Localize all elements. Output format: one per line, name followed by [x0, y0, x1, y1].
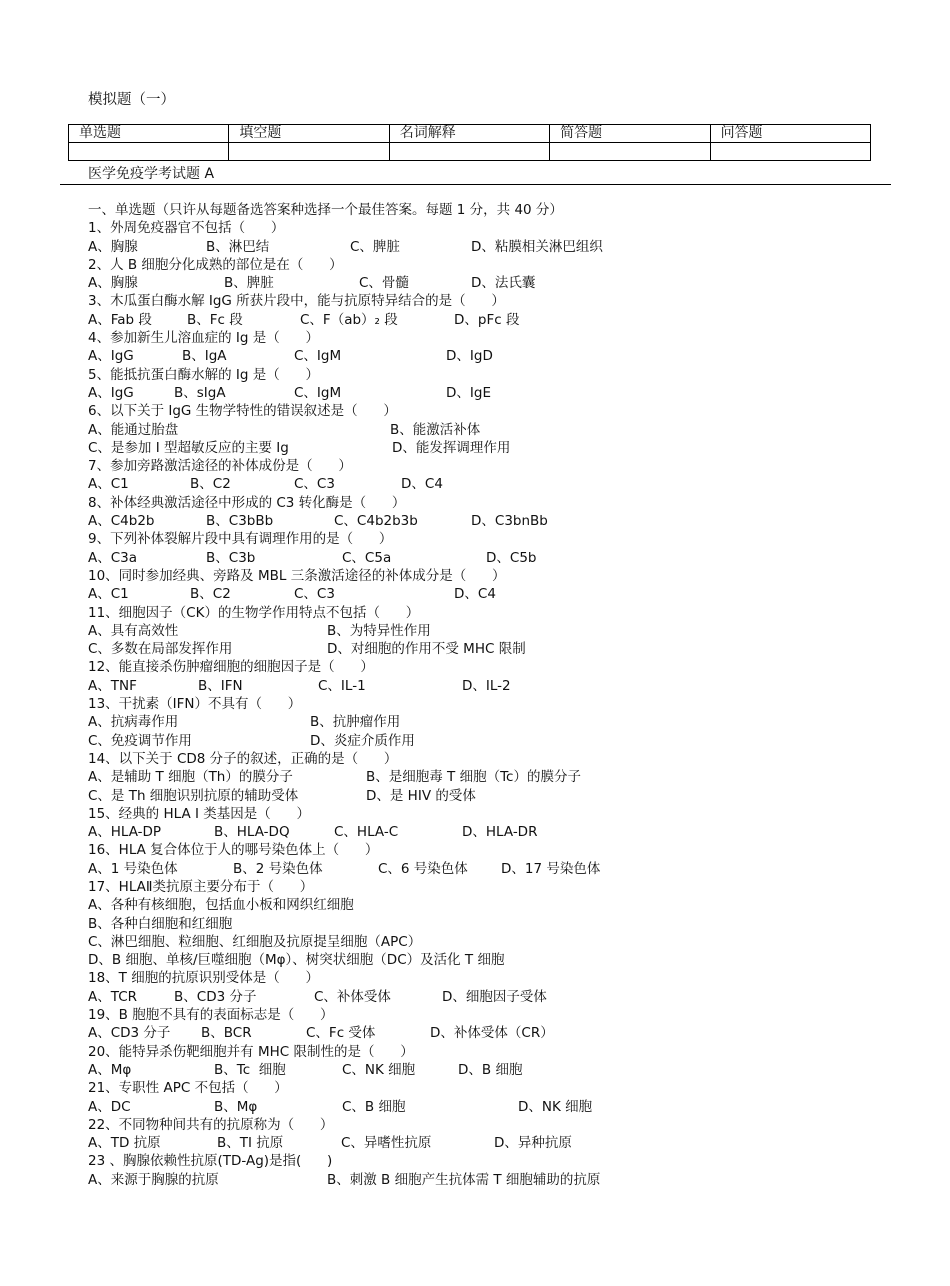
question-line [88, 1134, 888, 1152]
score-header-cell: 名词解释 [389, 125, 549, 143]
question-text: B、Tc 细胞 [214, 1061, 286, 1078]
question-line [88, 750, 888, 768]
question-text: C、NK 细胞 [342, 1061, 416, 1078]
question-text: A、能通过胎盘 [88, 421, 179, 438]
question-line [88, 988, 888, 1006]
question-text: C、异嗜性抗原 [341, 1135, 432, 1152]
question-text: B、Mφ [214, 1098, 258, 1115]
question-text: A、胸腺 [88, 275, 138, 292]
question-line [88, 640, 888, 658]
question-line [88, 512, 888, 530]
question-text: A、胸腺 [88, 238, 138, 255]
question-line [88, 1152, 888, 1170]
question-text: C、F（ab）₂ 段 [300, 311, 398, 328]
question-text: B、HLA-DQ [214, 824, 290, 841]
question-text: 15、经典的 HLA I 类基因是（ ） [88, 805, 310, 822]
question-text: 2、人 B 细胞分化成熟的部位是在（ ） [88, 256, 343, 273]
question-line [88, 311, 888, 329]
score-header-cell: 问答题 [710, 125, 870, 143]
question-text: 19、B 胞胞不具有的表面标志是（ ） [88, 1007, 334, 1024]
question-line [88, 658, 888, 676]
question-line [88, 585, 888, 603]
question-text: D、对细胞的作用不受 MHC 限制 [327, 641, 526, 658]
question-line [88, 805, 888, 823]
question-line [88, 421, 888, 439]
question-line [88, 1116, 888, 1134]
question-line [88, 951, 888, 969]
question-line [88, 1006, 888, 1024]
score-table [68, 124, 871, 161]
question-line [88, 896, 888, 914]
question-line [88, 915, 888, 933]
question-text: C、IL-1 [318, 677, 366, 694]
question-text: 20、能特异杀伤靶细胞并有 MHC 限制性的是（ ） [88, 1043, 414, 1060]
question-text: D、C4 [454, 586, 496, 603]
question-text: D、粘膜相关淋巴组织 [471, 238, 603, 255]
question-text: 16、HLA 复合体位于人的哪号染色体上（ ） [88, 842, 379, 859]
question-text: D、异种抗原 [494, 1135, 572, 1152]
question-text: B、能激活补体 [390, 421, 481, 438]
question-text: A、C1 [88, 476, 129, 493]
question-text: 10、同时参加经典、旁路及 MBL 三条激活途径的补体成分是（ ） [88, 567, 506, 584]
question-text: C、Fc 受体 [306, 1025, 376, 1042]
question-line [88, 677, 888, 695]
question-text: B、刺激 B 细胞产生抗体需 T 细胞辅助的抗原 [327, 1171, 601, 1188]
exam-content [88, 201, 888, 1189]
question-text: A、1 号染色体 [88, 860, 178, 877]
question-line [88, 695, 888, 713]
question-line [88, 933, 888, 951]
question-line [88, 530, 888, 548]
question-line [88, 494, 888, 512]
question-text: 7、参加旁路激活途径的补体成份是（ ） [88, 458, 352, 475]
question-text: B、C3bBb [206, 513, 274, 530]
question-line [88, 439, 888, 457]
question-text: 14、以下关于 CD8 分子的叙述，正确的是（ ） [88, 750, 398, 767]
question-text: D、HLA-DR [462, 824, 538, 841]
question-text: C、免疫调节作用 [88, 732, 192, 749]
question-text: B、是细胞毒 T 细胞（Tc）的膜分子 [366, 769, 581, 786]
question-text: A、CD3 分子 [88, 1025, 171, 1042]
question-text: D、C4 [401, 476, 443, 493]
question-text: D、C3bnBb [471, 513, 548, 530]
question-line [88, 329, 888, 347]
question-text: B、BCR [201, 1025, 252, 1042]
question-text: B、C2 [190, 476, 231, 493]
score-value-cell [69, 143, 229, 161]
question-line [88, 969, 888, 987]
question-line [88, 1024, 888, 1042]
page-title: 模拟题（一） [88, 92, 175, 108]
question-text: B、为特异性作用 [327, 622, 431, 639]
question-line [88, 366, 888, 384]
question-line [88, 713, 888, 731]
question-line [88, 219, 888, 237]
question-text: 11、细胞因子（CK）的生物学作用特点不包括（ ） [88, 604, 420, 621]
question-text: A、TD 抗原 [88, 1135, 161, 1152]
question-line [88, 1061, 888, 1079]
question-text: A、TNF [88, 677, 137, 694]
exam-subtitle: 医学免疫学考试题 A [88, 166, 215, 182]
question-text: D、IgE [446, 384, 491, 401]
question-text: D、炎症介质作用 [310, 732, 415, 749]
question-text: B、sIgA [174, 384, 226, 401]
question-text: B、各种白细胞和红细胞 [88, 915, 233, 932]
question-text: A、C4b2b [88, 513, 155, 530]
question-text: C、补体受体 [314, 988, 391, 1005]
question-text: C、淋巴细胞、粒细胞、红细胞及抗原提呈细胞（APC） [88, 933, 422, 950]
question-text: A、C3a [88, 549, 138, 566]
question-text: 4、参加新生儿溶血症的 Ig 是（ ） [88, 330, 319, 347]
question-line [88, 549, 888, 567]
question-text: 12、能直接杀伤肿瘤细胞的细胞因子是（ ） [88, 659, 374, 676]
question-text: 5、能抵抗蛋白酶水解的 Ig 是（ ） [88, 366, 319, 383]
question-text: C、多数在局部发挥作用 [88, 641, 233, 658]
score-header-cell: 简答题 [550, 125, 710, 143]
question-text: B、抗肿瘤作用 [310, 714, 401, 731]
question-text: D、NK 细胞 [518, 1098, 593, 1115]
question-text: A、HLA-DP [88, 824, 162, 841]
question-line [88, 823, 888, 841]
score-header-cell: 填空题 [229, 125, 389, 143]
question-text: D、17 号染色体 [501, 860, 601, 877]
question-line [88, 238, 888, 256]
question-text: B、IFN [198, 677, 243, 694]
question-text: 21、专职性 APC 不包括（ ） [88, 1080, 288, 1097]
score-header-cell: 单选题 [69, 125, 229, 143]
question-text: C、C3 [294, 476, 335, 493]
question-text: C、是 Th 细胞识别抗原的辅助受体 [88, 787, 299, 804]
question-line [88, 347, 888, 365]
question-text: B、淋巴结 [206, 238, 270, 255]
question-lines [88, 219, 888, 1189]
question-text: A、抗病毒作用 [88, 714, 179, 731]
question-text: 3、木瓜蛋白酶水解 IgG 所获片段中，能与抗原特异结合的是（ ） [88, 293, 505, 310]
question-text: D、IL-2 [462, 677, 511, 694]
question-text: A、是辅助 T 细胞（Th）的膜分子 [88, 769, 293, 786]
question-text: A、IgG [88, 384, 134, 401]
question-text: 22、不同物种间共有的抗原称为（ ） [88, 1116, 334, 1133]
question-text: A、来源于胸腺的抗原 [88, 1171, 219, 1188]
question-text: B、C2 [190, 586, 231, 603]
question-text: B、脾脏 [224, 275, 274, 292]
question-text: D、B 细胞、单核/巨噬细胞（Mφ）、树突状细胞（DC）及活化 T 细胞 [88, 952, 505, 969]
question-text: C、6 号染色体 [378, 860, 468, 877]
question-text: D、C5b [486, 549, 537, 566]
question-text: C、骨髓 [359, 275, 409, 292]
question-text: 23 、胸腺依赖性抗原(TD-Ag)是指( ) [88, 1153, 333, 1170]
question-text: 18、T 细胞的抗原识别受体是（ ） [88, 970, 319, 987]
question-text: C、C3 [294, 586, 335, 603]
question-text: A、TCR [88, 988, 137, 1005]
question-text: 9、下列补体裂解片段中具有调理作用的是（ ） [88, 531, 393, 548]
score-value-cell [389, 143, 549, 161]
question-line [88, 860, 888, 878]
question-line [88, 457, 888, 475]
question-line [88, 1171, 888, 1189]
question-text: A、IgG [88, 348, 134, 365]
question-text: C、B 细胞 [342, 1098, 406, 1115]
question-text: C、IgM [294, 384, 342, 401]
question-line [88, 787, 888, 805]
question-text: B、IgA [182, 348, 227, 365]
question-text: 13、干扰素（IFN）不具有（ ） [88, 696, 302, 713]
question-text: B、C3b [206, 549, 256, 566]
question-line [88, 402, 888, 420]
question-text: D、IgD [446, 348, 493, 365]
question-text: D、细胞因子受体 [442, 988, 547, 1005]
question-text: B、CD3 分子 [174, 988, 257, 1005]
question-text: A、Fab 段 [88, 311, 152, 328]
question-text: A、C1 [88, 586, 129, 603]
question-line [88, 1079, 888, 1097]
question-line [88, 604, 888, 622]
question-text: A、各种有核细胞，包括血小板和网织红细胞 [88, 897, 354, 914]
question-text: B、TI 抗原 [217, 1135, 284, 1152]
section-heading: 一、单选题（只许从每题备选答案种选择一个最佳答案。每题 1 分，共 40 分） [88, 202, 563, 218]
question-text: B、2 号染色体 [233, 860, 323, 877]
question-line [88, 1043, 888, 1061]
question-text: D、是 HIV 的受体 [366, 787, 476, 804]
question-line [88, 878, 888, 896]
score-value-cell [710, 143, 870, 161]
question-line [88, 256, 888, 274]
question-text: D、B 细胞 [458, 1061, 523, 1078]
question-text: D、能发挥调理作用 [392, 439, 511, 456]
question-text: D、补体受体（CR） [430, 1025, 554, 1042]
question-text: C、C5a [342, 549, 392, 566]
question-text: C、IgM [294, 348, 342, 365]
question-text: C、HLA-C [334, 824, 399, 841]
question-text: C、C4b2b3b [334, 513, 418, 530]
question-line [88, 384, 888, 402]
question-line [88, 732, 888, 750]
horizontal-rule [60, 184, 891, 185]
question-line [88, 1098, 888, 1116]
question-line [88, 841, 888, 859]
question-text: 17、HLAⅡ类抗原主要分布于（ ） [88, 878, 314, 895]
question-text: A、具有高效性 [88, 622, 179, 639]
question-line [88, 475, 888, 493]
question-text: A、Mφ [88, 1061, 132, 1078]
question-line [88, 292, 888, 310]
score-value-cell [229, 143, 389, 161]
question-line [88, 567, 888, 585]
question-line [88, 768, 888, 786]
question-text: 1、外周免疫器官不包括（ ） [88, 220, 285, 237]
score-value-row [69, 143, 871, 161]
question-text: A、DC [88, 1098, 131, 1115]
question-text: D、法氏囊 [471, 275, 536, 292]
question-text: 6、以下关于 IgG 生物学特性的错误叙述是（ ） [88, 403, 397, 420]
question-text: B、Fc 段 [187, 311, 243, 328]
question-text: 8、补体经典激活途径中形成的 C3 转化酶是（ ） [88, 494, 406, 511]
question-text: C、脾脏 [350, 238, 400, 255]
question-line [88, 274, 888, 292]
question-text: C、是参加 I 型超敏反应的主要 Ig [88, 439, 289, 456]
score-value-cell [550, 143, 710, 161]
question-line [88, 622, 888, 640]
question-text: D、pFc 段 [454, 311, 520, 328]
score-header-row [69, 125, 871, 143]
